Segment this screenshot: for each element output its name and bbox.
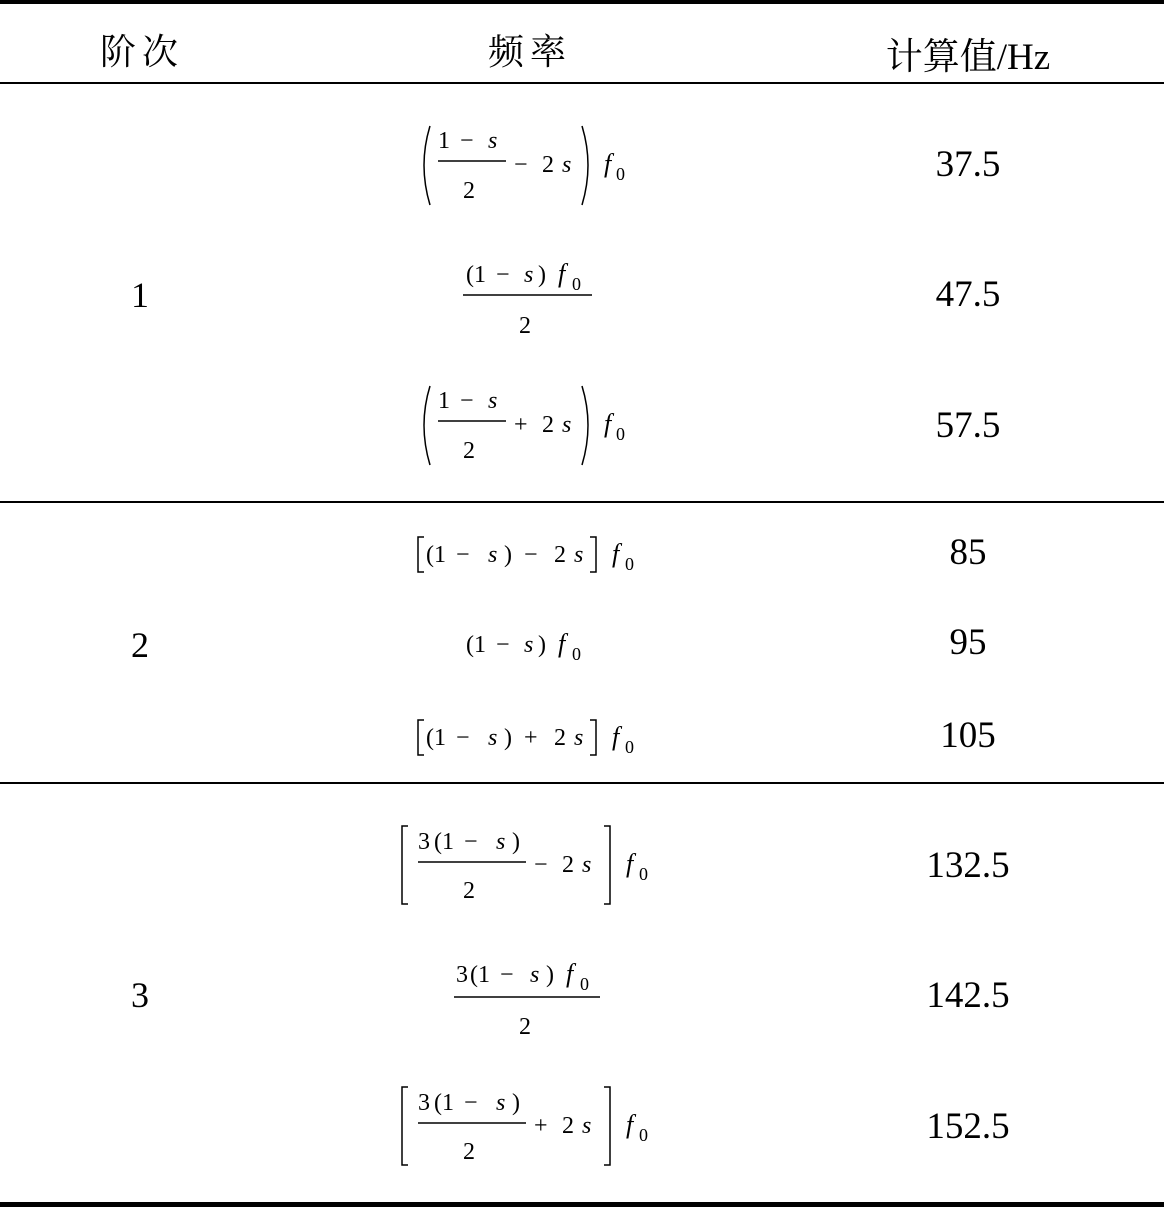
svg-text:s: s — [488, 128, 498, 154]
svg-text:2: 2 — [542, 412, 554, 438]
formula-1-2 — [463, 259, 592, 339]
order-3: 3 — [131, 975, 149, 1015]
svg-text:s: s — [562, 152, 572, 178]
svg-text:−: − — [514, 152, 528, 178]
svg-text:−: − — [496, 632, 510, 658]
svg-text:): ) — [512, 1090, 520, 1116]
svg-text:−: − — [456, 542, 470, 568]
svg-text:3: 3 — [418, 1090, 430, 1116]
svg-text:−: − — [524, 542, 538, 568]
svg-text:−: − — [456, 725, 470, 751]
svg-text:2: 2 — [519, 313, 531, 339]
svg-text:1: 1 — [434, 542, 446, 568]
svg-text:2: 2 — [554, 725, 566, 751]
value-1-1: 37.5 — [935, 144, 1001, 185]
svg-text:+: + — [534, 1113, 548, 1139]
svg-text:(: ( — [434, 1090, 442, 1116]
value-2-3: 105 — [940, 715, 996, 756]
svg-text:0: 0 — [572, 274, 581, 294]
svg-text:(: ( — [434, 829, 442, 855]
svg-text:f: f — [612, 539, 620, 568]
value-3-3: 152.5 — [926, 1106, 1010, 1147]
formula-3-3 — [402, 1087, 648, 1165]
svg-text:f: f — [558, 629, 566, 658]
svg-text:1: 1 — [438, 128, 450, 154]
svg-text:s: s — [530, 962, 540, 988]
svg-text:3: 3 — [418, 829, 430, 855]
svg-text:s: s — [496, 829, 506, 855]
svg-text:1: 1 — [442, 1090, 454, 1116]
svg-text:2: 2 — [463, 178, 475, 204]
svg-text:0: 0 — [580, 974, 589, 994]
formula-2-3 — [418, 720, 634, 757]
svg-text:): ) — [512, 829, 520, 855]
svg-text:−: − — [534, 852, 548, 878]
svg-text:1: 1 — [438, 388, 450, 414]
svg-text:−: − — [460, 388, 474, 414]
svg-text:s: s — [488, 388, 498, 414]
svg-text:(: ( — [470, 962, 478, 988]
svg-text:1: 1 — [474, 632, 486, 658]
svg-text:s: s — [488, 725, 498, 751]
svg-text:s: s — [524, 632, 534, 658]
svg-text:s: s — [488, 542, 498, 568]
svg-text:f: f — [626, 1110, 634, 1139]
svg-text:−: − — [496, 262, 510, 288]
svg-text:s: s — [562, 412, 572, 438]
svg-text:0: 0 — [616, 424, 625, 444]
value-1-2: 47.5 — [935, 274, 1001, 315]
svg-text:s: s — [582, 1113, 592, 1139]
svg-text:0: 0 — [625, 737, 634, 757]
svg-text:f: f — [612, 722, 620, 751]
svg-text:2: 2 — [519, 1014, 531, 1040]
svg-text:s: s — [574, 725, 584, 751]
svg-text:f: f — [566, 959, 574, 988]
svg-text:): ) — [504, 725, 512, 751]
svg-text:0: 0 — [639, 864, 648, 884]
svg-text:−: − — [464, 829, 478, 855]
svg-text:2: 2 — [562, 852, 574, 878]
formula-2-1 — [418, 537, 634, 574]
svg-text:2: 2 — [463, 878, 475, 904]
svg-text:2: 2 — [554, 542, 566, 568]
svg-text:1: 1 — [442, 829, 454, 855]
svg-text:): ) — [504, 542, 512, 568]
svg-text:−: − — [464, 1090, 478, 1116]
svg-text:0: 0 — [639, 1125, 648, 1145]
formula-1-1 — [424, 126, 625, 205]
svg-text:1: 1 — [478, 962, 490, 988]
value-3-2: 142.5 — [926, 975, 1010, 1016]
svg-text:s: s — [524, 262, 534, 288]
svg-text:): ) — [538, 632, 546, 658]
svg-text:s: s — [496, 1090, 506, 1116]
svg-text:s: s — [582, 852, 592, 878]
order-1: 1 — [131, 275, 149, 315]
svg-text:1: 1 — [434, 725, 446, 751]
svg-text:+: + — [524, 725, 538, 751]
value-2-1: 85 — [949, 532, 987, 573]
svg-text:0: 0 — [616, 164, 625, 184]
svg-text:(: ( — [466, 262, 474, 288]
svg-text:f: f — [626, 849, 634, 878]
svg-text:0: 0 — [625, 554, 634, 574]
header-order: 阶次 — [100, 32, 185, 73]
svg-text:3: 3 — [456, 962, 468, 988]
svg-text:2: 2 — [463, 1139, 475, 1165]
svg-text:−: − — [500, 962, 514, 988]
header-computed-value: 计算值/Hz — [885, 37, 1051, 78]
svg-text:f: f — [558, 259, 566, 288]
svg-text:(: ( — [426, 542, 434, 568]
svg-text:f: f — [604, 149, 612, 178]
svg-text:+: + — [514, 412, 528, 438]
svg-text:2: 2 — [463, 438, 475, 464]
svg-text:0: 0 — [572, 644, 581, 664]
svg-text:2: 2 — [562, 1113, 574, 1139]
value-1-3: 57.5 — [935, 405, 1001, 446]
svg-text:2: 2 — [542, 152, 554, 178]
svg-text:(: ( — [426, 725, 434, 751]
header-frequency: 频率 — [488, 32, 573, 73]
formula-1-3 — [424, 386, 625, 465]
value-3-1: 132.5 — [926, 845, 1010, 886]
order-2: 2 — [131, 625, 149, 665]
svg-text:): ) — [538, 262, 546, 288]
value-2-2: 95 — [949, 622, 987, 663]
formula-3-1 — [402, 826, 648, 904]
formula-2-2 — [466, 629, 581, 664]
formula-3-2 — [454, 959, 600, 1040]
svg-text:): ) — [546, 962, 554, 988]
svg-text:(: ( — [466, 632, 474, 658]
svg-text:1: 1 — [474, 262, 486, 288]
svg-text:−: − — [460, 128, 474, 154]
svg-text:f: f — [604, 409, 612, 438]
svg-text:s: s — [574, 542, 584, 568]
